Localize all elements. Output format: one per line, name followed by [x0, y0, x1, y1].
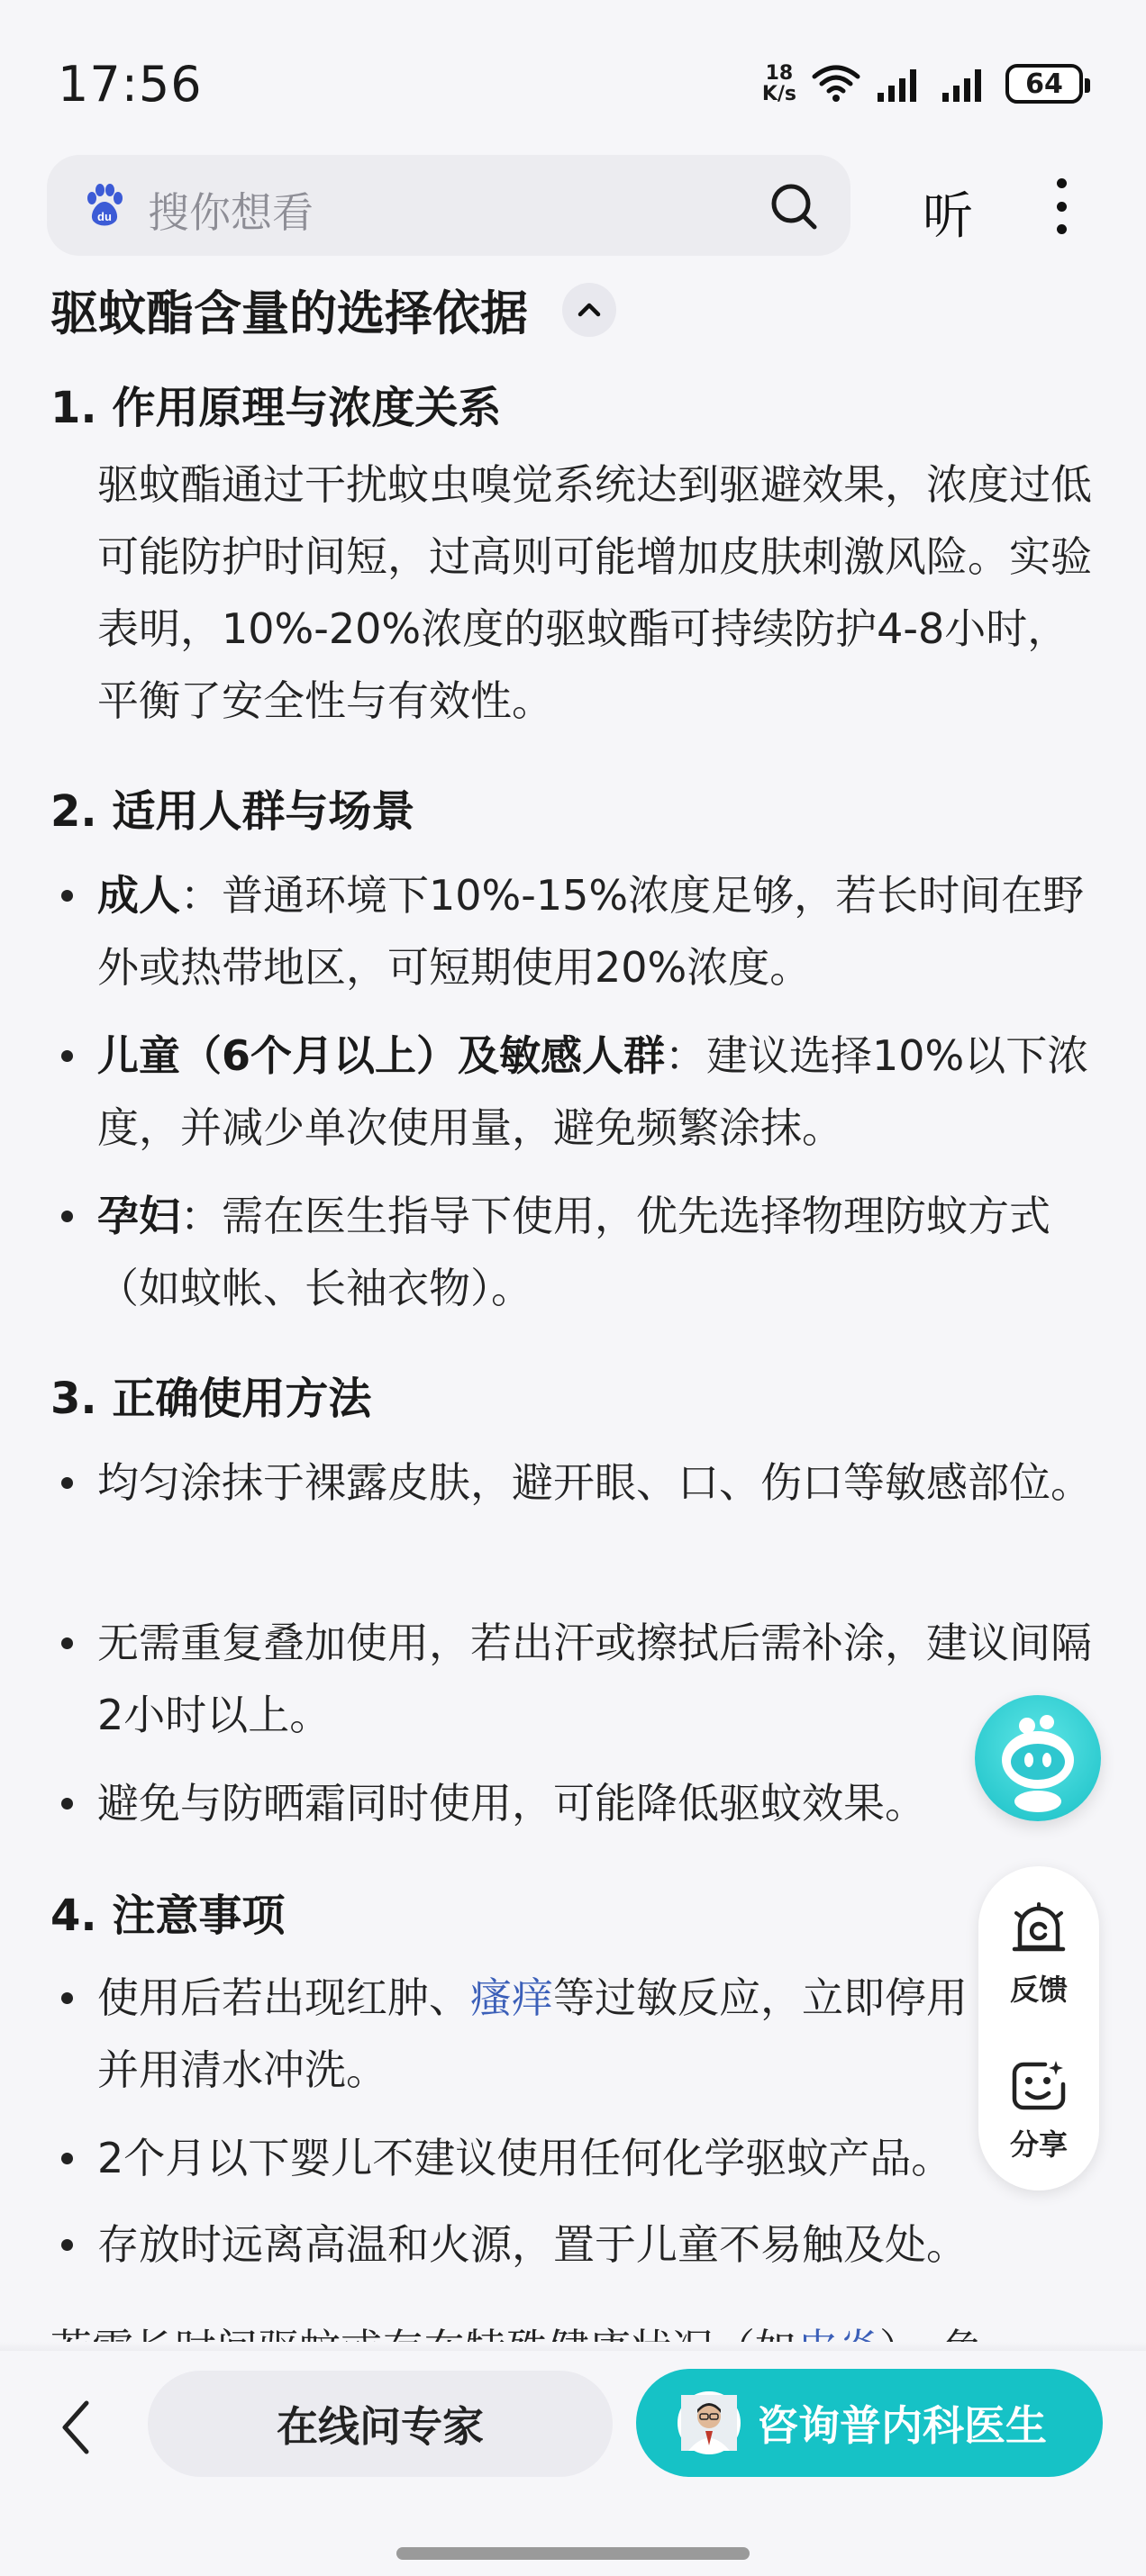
consult-doctor-label: 咨询普内科医生	[757, 2401, 1047, 2450]
ai-assistant-button[interactable]	[975, 1695, 1101, 1821]
home-indicator[interactable]	[396, 2547, 750, 2560]
share-icon	[1009, 2057, 1069, 2113]
status-indicators	[762, 63, 1083, 104]
list-item: 2个月以下婴儿不建议使用任何化学驱蚊产品。	[50, 2122, 1005, 2194]
paragraph-principle: 驱蚊酯通过干扰蚊虫嗅觉系统达到驱避效果，浓度过低可能防护时间短，过高则可能增加皮肤刺激风险。实验表明，10%-20%浓度的驱蚊酯可持续防护4-8小时，平衡了安全性与有效性。	[97, 460, 1092, 725]
status-bar	[0, 0, 1146, 153]
share-button[interactable]	[978, 2057, 1099, 2163]
search-icon[interactable]	[769, 182, 818, 231]
heading-usage: 3. 正确使用方法	[50, 1374, 372, 1424]
list-item: 成人：普通环境下10%-15%浓度足够，若长时间在野外或热带地区，可短期使用20%浓度。	[50, 859, 1105, 1003]
list-item: 使用后若出现红肿、瘙痒等过敏反应，立即停用并用清水冲洗。	[50, 1962, 1005, 2106]
heading-precautions: 4. 注意事项	[50, 1891, 286, 1941]
list-item: 均匀涂抹于裸露皮肤，避开眼、口、伤口等敏感部位。	[50, 1447, 1105, 1519]
consult-doctor-button[interactable]	[636, 2369, 1103, 2477]
network-speed: 18 K/s	[761, 62, 796, 105]
list-item: 无需重复叠加使用，若出汗或擦拭后需补涂，建议间隔2小时以上。	[50, 1607, 1105, 1751]
chevron-up-icon	[577, 301, 602, 319]
back-arrow-icon[interactable]	[54, 2396, 99, 2459]
bottom-action-bar	[0, 2351, 1146, 2576]
list-item: 避免与防晒霜同时使用，可能降低驱蚊效果。	[50, 1767, 1105, 1839]
baidu-paw-icon	[81, 182, 128, 229]
svg-text:du: du	[97, 210, 112, 223]
section-title: 驱蚊酯含量的选择依据	[50, 286, 528, 341]
search-input[interactable]	[47, 155, 850, 256]
signal-icon-2	[941, 64, 991, 104]
signal-icon	[876, 64, 926, 104]
search-placeholder: 搜你想看	[148, 188, 314, 237]
doctor-avatar	[678, 2391, 741, 2454]
wifi-icon	[811, 64, 861, 104]
collapse-button[interactable]	[562, 283, 616, 337]
article-content	[0, 267, 1146, 2347]
heading-population: 2. 适用人群与场景	[50, 786, 415, 837]
feedback-label: 反馈	[1009, 1973, 1068, 2007]
list-item: 孕妇：需在医生指导下使用，优先选择物理防蚊方式（如蚊帐、长袖衣物）。	[50, 1180, 1105, 1324]
status-time: 17:56	[58, 56, 203, 113]
battery-icon: 64	[1005, 64, 1083, 104]
list-item: 儿童（6个月以上）及敏感人群：建议选择10%以下浓度，并减少单次使用量，避免频繁涂抹。	[50, 1020, 1105, 1164]
list-item: 存放时远离高温和火源，置于儿童不易触及处。	[50, 2209, 1105, 2281]
share-label: 分享	[1009, 2127, 1068, 2162]
more-options-icon[interactable]	[1045, 178, 1078, 234]
link-itching[interactable]: 瘙痒	[470, 1973, 553, 2022]
section-header	[50, 276, 616, 344]
heading-principle: 1. 作用原理与浓度关系	[50, 383, 502, 433]
ask-expert-button[interactable]: 在线问专家	[148, 2371, 613, 2477]
assistant-mascot-icon	[975, 1695, 1101, 1821]
feedback-button[interactable]	[978, 1902, 1099, 2009]
search-row	[0, 155, 1146, 258]
side-toolbar	[978, 1866, 1099, 2191]
feedback-icon	[1009, 1902, 1069, 1958]
listen-button[interactable]: 听	[923, 187, 973, 246]
